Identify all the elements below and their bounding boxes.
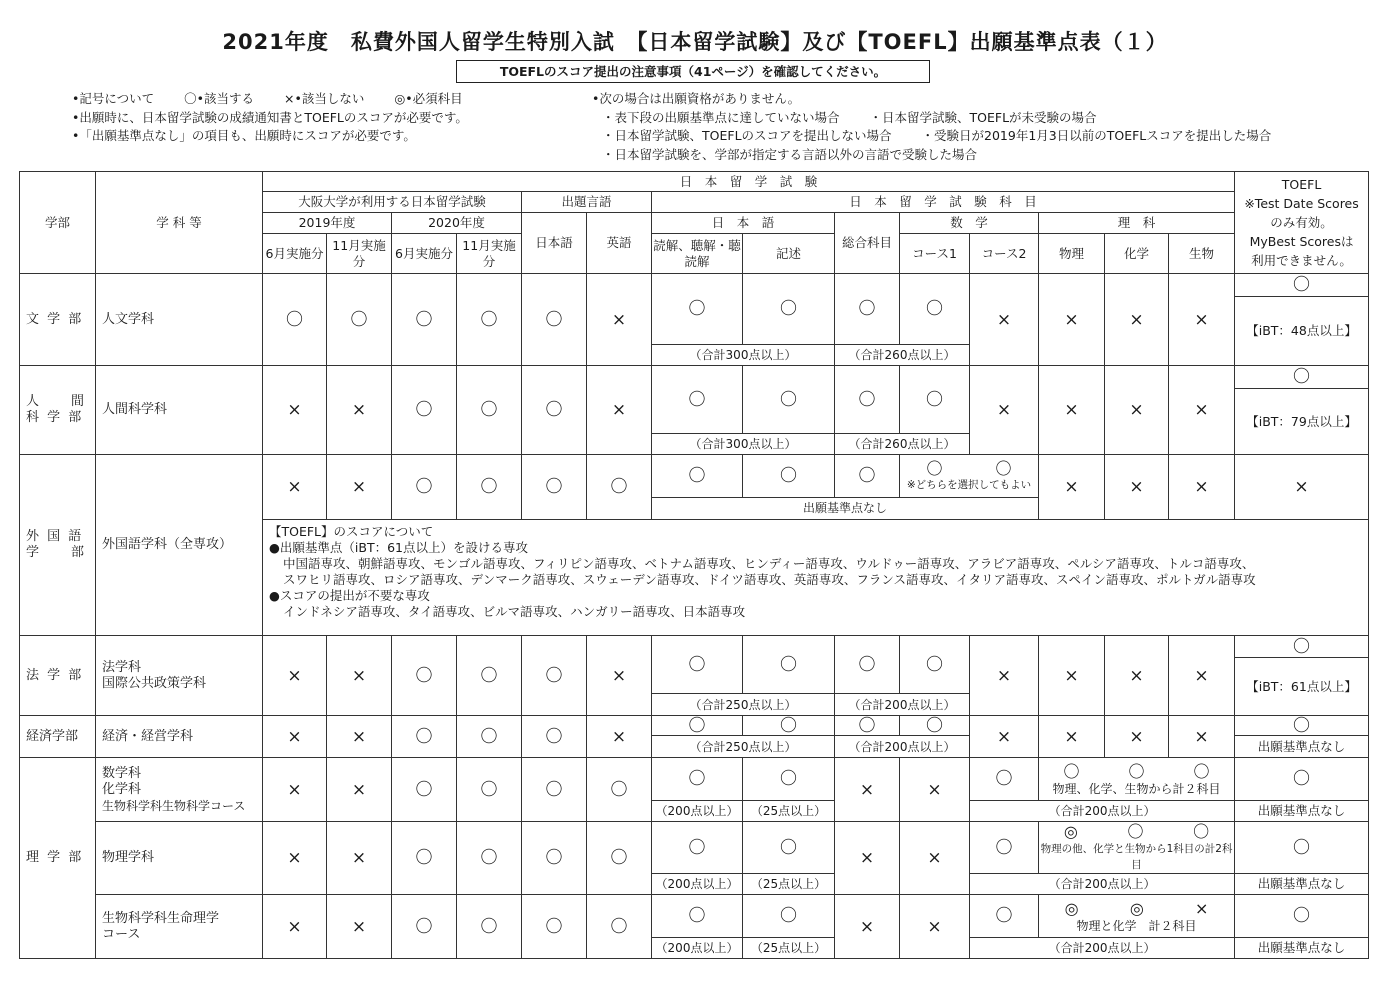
header-lang-en: 英語: [587, 213, 652, 274]
sm-total-econ: （合計200点以上）: [835, 736, 970, 758]
math-either-cell: [900, 455, 1039, 498]
score-jp-read: （200点以上）: [652, 801, 743, 822]
sci-total-2: （合計200点以上）: [970, 874, 1235, 895]
mark: 〇: [652, 822, 743, 874]
mark: 〇: [392, 822, 457, 895]
toefl-sci-1: 出願基準点なし: [1235, 801, 1369, 822]
mark: ×: [263, 758, 327, 822]
mark: 〇: [652, 716, 743, 736]
mark: 〇: [743, 274, 835, 345]
toefl-econ: 出願基準点なし: [1235, 736, 1369, 758]
score-jp-write: （25点以上）: [743, 874, 835, 895]
mark: 〇: [522, 895, 587, 959]
header-subjects: 日 本 留 学 試 験 科 目: [652, 192, 1235, 213]
faculty-letters: 文 学 部: [20, 274, 96, 366]
sci-choice-cell-2: [1039, 822, 1235, 874]
score-jp-read: （200点以上）: [652, 938, 743, 959]
mark: ×: [327, 366, 392, 455]
mark: 〇: [743, 822, 835, 874]
header-japanese: 日 本 語: [652, 213, 835, 234]
mark: ×: [587, 274, 652, 366]
notes-right: [592, 90, 1271, 164]
sci-total-1: （合計200点以上）: [970, 801, 1235, 822]
mark: 〇: [652, 274, 743, 345]
mark: 〇: [743, 366, 835, 434]
score-jp-write: （25点以上）: [743, 938, 835, 959]
mark: ×: [1105, 455, 1169, 520]
mark: ×: [1105, 274, 1169, 366]
mark: ×: [327, 758, 392, 822]
header-math: 数 学: [900, 213, 1039, 234]
mark: 〇: [652, 455, 743, 498]
sci-choice-cell-3: [1039, 895, 1235, 938]
mark: ×: [900, 758, 970, 822]
mark: 〇: [587, 895, 652, 959]
mark: 〇: [457, 895, 522, 959]
mark: ×: [1039, 716, 1105, 758]
mark: 〇: [900, 716, 970, 736]
mark: 〇: [1235, 716, 1369, 736]
toefl-human: 【iBT：79点以上】: [1235, 389, 1369, 455]
mark: 〇: [1235, 366, 1369, 389]
nobase-foreign: 出願基準点なし: [652, 497, 1039, 519]
mark: 〇: [995, 458, 1012, 478]
header-course1: コース1: [900, 234, 970, 274]
jp-total-law: （合計250点以上）: [652, 694, 835, 716]
mark: ×: [327, 822, 392, 895]
mark: ×: [327, 895, 392, 959]
dept-human: 人間科学科: [96, 366, 263, 455]
mark: ×: [263, 895, 327, 959]
sci-note-1: 物理、化学、生物から計２科目: [1052, 781, 1221, 796]
jp-total-econ: （合計250点以上）: [652, 736, 835, 758]
dept-sci-1: 数学科 化学科 生物科学科生物科学コース: [96, 758, 263, 822]
mark: 〇: [1235, 274, 1369, 297]
note-line: ・表下段の出願基準点に達していない場合: [602, 109, 840, 125]
note-line: ・日本留学試験、TOEFLが未受験の場合: [869, 109, 1097, 125]
header-chemistry: 化学: [1105, 234, 1169, 274]
mark: 〇: [457, 455, 522, 520]
mark: 〇: [1235, 758, 1369, 801]
mark: ×: [900, 895, 970, 959]
header-reading: 読解、聴解・聴読解: [652, 234, 743, 274]
header-2019: 2019年度: [263, 213, 392, 234]
notes-left: [72, 90, 468, 146]
toefl-sci-3: 出願基準点なし: [1235, 938, 1369, 959]
mark: ×: [835, 895, 900, 959]
header-writing: 記述: [743, 234, 835, 274]
mark: 〇: [457, 758, 522, 822]
note-line: ・受験日が2019年1月3日以前のTOEFLスコアを提出した場合: [921, 128, 1272, 143]
mark: 〇: [970, 895, 1039, 938]
note-line: •出願時に、日本留学試験の成績通知書とTOEFLのスコアが必要です。: [72, 109, 468, 125]
mark: 〇: [587, 455, 652, 520]
mark: 〇: [900, 366, 970, 434]
mark: 〇: [587, 758, 652, 822]
mark: ×: [1169, 455, 1235, 520]
mark: ×: [263, 455, 327, 520]
mark: 〇: [392, 895, 457, 959]
mark: ×: [327, 716, 392, 758]
mark: 〇: [457, 716, 522, 758]
header-2020: 2020年度: [392, 213, 522, 234]
either-note: ※どちらを選択してもよい: [906, 478, 1032, 491]
mark: 〇: [457, 636, 522, 716]
toefl-law: 【iBT：61点以上】: [1235, 658, 1369, 716]
mark: 〇: [457, 366, 522, 455]
mark: 〇: [1235, 636, 1369, 658]
mark: 〇: [926, 458, 943, 478]
mark: ×: [1169, 274, 1235, 366]
sm-total-letters: （合計260点以上）: [835, 345, 970, 366]
mark: ◎: [1129, 898, 1144, 918]
mark: ×: [835, 758, 900, 822]
header-nov-2019: 11月実施分: [327, 234, 392, 274]
mark: 〇: [1193, 761, 1210, 781]
mark: ×: [1105, 716, 1169, 758]
dept-foreign: 外国語学科（全専攻）: [96, 455, 263, 636]
header-jun-2019: 6月実施分: [263, 234, 327, 274]
criteria-table: [19, 171, 1369, 959]
mark: 〇: [1128, 761, 1145, 781]
mark: 〇: [392, 716, 457, 758]
mark: 〇: [970, 822, 1039, 874]
mark: 〇: [457, 822, 522, 895]
header-science: 理 科: [1039, 213, 1235, 234]
mark: 〇: [522, 716, 587, 758]
dept-sci-2: 物理学科: [96, 822, 263, 895]
mark: ×: [263, 366, 327, 455]
mark: 〇: [835, 716, 900, 736]
note-line: ・日本留学試験、TOEFLのスコアを提出しない場合: [602, 128, 892, 143]
mark: ×: [1235, 455, 1369, 520]
mark: 〇: [263, 274, 327, 366]
header-sogo: 総合科目: [835, 213, 900, 274]
mark: ×: [1195, 898, 1209, 918]
mark: ×: [1169, 636, 1235, 716]
faculty-law: 法 学 部: [20, 636, 96, 716]
mark: 〇: [1063, 761, 1080, 781]
mark: ×: [970, 366, 1039, 455]
mark: ×: [1039, 455, 1105, 520]
sci-total-3: （合計200点以上）: [970, 938, 1235, 959]
mark: 〇: [392, 758, 457, 822]
note-line: •次の場合は出願資格がありません。: [592, 91, 801, 106]
sci-note-2: 物理の他、化学と生物から1科目の計2科目: [1040, 843, 1233, 871]
mark: 〇: [327, 274, 392, 366]
mark: 〇: [652, 366, 743, 434]
faculty-human: 人 間 科 学 部: [20, 366, 96, 455]
mark: ×: [587, 366, 652, 455]
mark: 〇: [392, 366, 457, 455]
mark: 〇: [835, 455, 900, 498]
symbol-required-legend: ◎•必須科目: [394, 91, 463, 106]
mark: 〇: [522, 636, 587, 716]
mark: 〇: [587, 822, 652, 895]
dept-sci-3: 生物科学科生命理学 コース: [96, 895, 263, 959]
mark: ×: [263, 716, 327, 758]
mark: 〇: [743, 895, 835, 938]
mark: 〇: [1235, 895, 1369, 938]
header-jun-2020: 6月実施分: [392, 234, 457, 274]
mark: ◎: [1063, 822, 1078, 841]
header-toefl: TOEFL ※Test Date Scores のみ有効。 MyBest Scoresは 利用できません。: [1235, 172, 1369, 274]
mark: ×: [1169, 366, 1235, 455]
mark: ×: [970, 274, 1039, 366]
mark: 〇: [392, 636, 457, 716]
mark: 〇: [743, 716, 835, 736]
toefl-sci-2: 出願基準点なし: [1235, 874, 1369, 895]
symbol-o-legend: 〇•該当する: [184, 91, 254, 106]
dept-law: 法学科 国際公共政策学科: [96, 636, 263, 716]
faculty-science: 理 学 部: [20, 758, 96, 959]
mark: ×: [263, 636, 327, 716]
toefl-notice-box: TOEFLのスコア提出の注意事項（41ページ）を確認してください。: [456, 60, 930, 83]
header-lang-jp: 日本語: [522, 213, 587, 274]
sm-total-law: （合計200点以上）: [835, 694, 970, 716]
mark: 〇: [392, 274, 457, 366]
mark: 〇: [522, 758, 587, 822]
mark: ×: [327, 636, 392, 716]
mark: ×: [1039, 636, 1105, 716]
header-course2: コース2: [970, 234, 1039, 274]
mark: 〇: [900, 636, 970, 694]
mark: 〇: [522, 822, 587, 895]
mark: 〇: [900, 274, 970, 345]
mark: 〇: [1235, 822, 1369, 874]
mark: 〇: [970, 758, 1039, 801]
mark: ×: [587, 636, 652, 716]
jp-total-human: （合計300点以上）: [652, 434, 835, 455]
score-jp-read: （200点以上）: [652, 874, 743, 895]
mark: ×: [587, 716, 652, 758]
header-osaka-eju: 大阪大学が利用する日本留学試験: [263, 192, 522, 213]
mark: ×: [1039, 366, 1105, 455]
mark: 〇: [835, 366, 900, 434]
dept-letters: 人文学科: [96, 274, 263, 366]
mark: 〇: [522, 366, 587, 455]
note-line: ・日本留学試験を、学部が指定する言語以外の言語で受験した場合: [602, 146, 978, 162]
mark: 〇: [743, 455, 835, 498]
mark: 〇: [392, 455, 457, 520]
toefl-foreign-message: 【TOEFL】のスコアについて ●出願基準点（iBT：61点以上）を設ける専攻 中国語専攻、朝鮮語専攻、モンゴル語専攻、フィリピン語専攻、ベトナム語専攻、ヒンディー語専攻、ウルドゥー語専攻、アラビア語専攻、ペルシア語専攻、トルコ語専攻、 スワヒリ語専攻、ロシア語専攻、デンマーク語専攻、スウェーデン語専攻、ドイツ語専攻、英語専攻、フランス語専攻、イタリア語専攻、スペイン語専攻、ポルトガル語専攻 ●スコアの提出が不要な専攻 インドネシア語専攻、タイ語専攻、ビルマ語専攻、ハンガリー語専攻、日本語専攻: [263, 520, 1369, 636]
mark: 〇: [743, 636, 835, 694]
mark: ×: [327, 455, 392, 520]
mark: ×: [1169, 716, 1235, 758]
header-dept: 学 科 等: [96, 172, 263, 274]
mark: ×: [263, 822, 327, 895]
sci-note-3: 物理と化学 計２科目: [1076, 918, 1197, 933]
mark: 〇: [652, 895, 743, 938]
note-line: •「出願基準点なし」の項目も、出願時にスコアが必要です。: [72, 128, 416, 143]
mark: 〇: [1193, 822, 1210, 841]
symbol-x-legend: ×•該当しない: [284, 91, 365, 106]
toefl-letters: 【iBT：48点以上】: [1235, 297, 1369, 366]
mark: ×: [1039, 274, 1105, 366]
header-faculty: 学部: [20, 172, 96, 274]
header-nov-2020: 11月実施分: [457, 234, 522, 274]
mark: 〇: [652, 758, 743, 801]
mark: 〇: [835, 274, 900, 345]
mark: ×: [970, 636, 1039, 716]
jp-total-letters: （合計300点以上）: [652, 345, 835, 366]
mark: 〇: [522, 455, 587, 520]
mark: ×: [835, 822, 900, 895]
mark: 〇: [1127, 822, 1144, 841]
score-jp-write: （25点以上）: [743, 801, 835, 822]
mark: 〇: [652, 636, 743, 694]
mark: 〇: [743, 758, 835, 801]
mark: ×: [970, 716, 1039, 758]
symbols-label: •記号について: [72, 91, 155, 106]
faculty-foreign: 外 国 語 学 部: [20, 455, 96, 636]
mark: ×: [1105, 636, 1169, 716]
mark: 〇: [457, 274, 522, 366]
mark: 〇: [835, 636, 900, 694]
header-biology: 生物: [1169, 234, 1235, 274]
sci-choice-cell-1: [1039, 758, 1235, 801]
mark: 〇: [522, 274, 587, 366]
header-language: 出題言語: [522, 192, 652, 213]
dept-econ: 経済・経営学科: [96, 716, 263, 758]
mark: ×: [900, 822, 970, 895]
mark: ◎: [1064, 898, 1079, 918]
header-physics: 物理: [1039, 234, 1105, 274]
faculty-econ: 経済学部: [20, 716, 96, 758]
header-eju: 日 本 留 学 試 験: [263, 172, 1235, 192]
sm-total-human: （合計260点以上）: [835, 434, 970, 455]
mark: ×: [1105, 366, 1169, 455]
page-title: 2021年度 私費外国人留学生特別入試 【日本留学試験】及び【TOEFL】出願基準点表（１）: [222, 30, 1168, 54]
